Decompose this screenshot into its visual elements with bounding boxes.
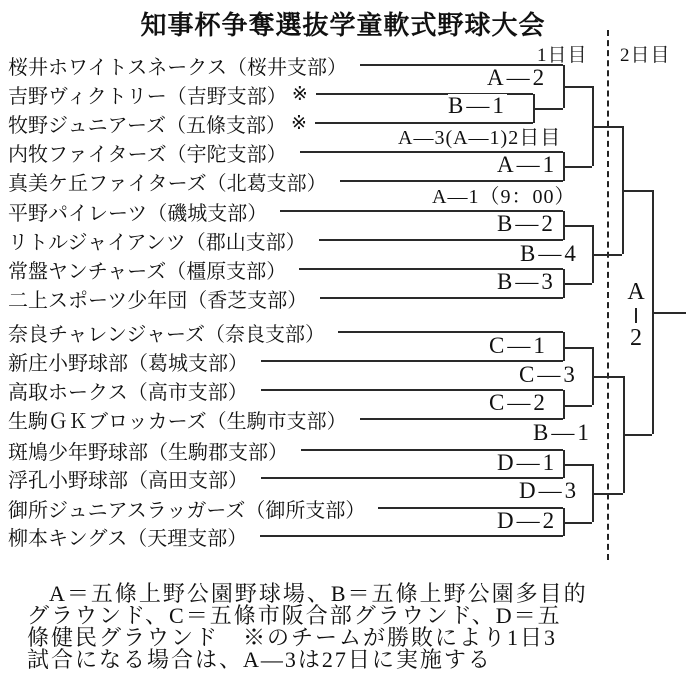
match-label-b2: B—2 (497, 211, 556, 236)
asterisk-mark: ※ (291, 112, 307, 134)
team-row (8, 349, 563, 373)
team-name: 牧野ジュニアーズ（五條支部） (8, 114, 286, 137)
team-name: 二上スポーツ少年団（香芝支部） (8, 289, 308, 312)
day1-header: 1日目 (537, 45, 588, 66)
team-row (8, 466, 563, 490)
bracket-line (260, 535, 563, 537)
team-row (8, 378, 563, 402)
match-label-b3: B—3 (497, 269, 556, 294)
team-name: 新庄小野球部（葛城支部） (8, 352, 248, 375)
page-title: 知事杯争奪選抜学童軟式野球大会 (140, 10, 546, 40)
team-name: 御所ジュニアスラッガーズ（御所支部） (8, 499, 366, 522)
team-name: 浮孔小野球部（高田支部） (8, 469, 248, 492)
match-label-b1-top: B—1 (448, 93, 507, 118)
match-label-final-a2-vertical (620, 279, 652, 352)
team-row (8, 257, 563, 281)
match-label-a3: A—3(A—1)2日目 (398, 127, 562, 149)
team-row (8, 438, 563, 462)
team-name: 桜井ホワイトスネークス（桜井支部） (8, 56, 347, 79)
final-label-letter: A (627, 279, 645, 305)
team-row (8, 320, 563, 344)
team-name: 奈良チャレンジャーズ（奈良支部） (8, 323, 325, 346)
team-row (8, 228, 563, 252)
match-label-a2: A—2 (487, 65, 548, 90)
bracket-line (340, 180, 563, 182)
bracket-line (592, 254, 622, 256)
venue-note (27, 583, 672, 671)
bracket-line (261, 477, 563, 479)
bracket-line (563, 283, 592, 285)
bracket-line (563, 464, 592, 466)
bracket-line (320, 297, 563, 299)
bracket-line (315, 122, 533, 124)
bracket-line (261, 360, 563, 362)
match-label-a1: A—1 (497, 152, 558, 177)
match-label-b1-day2: B—1 (533, 420, 592, 445)
final-label-number: 2 (630, 325, 642, 351)
bracket-line (563, 225, 592, 227)
final-label-dash (635, 308, 637, 323)
match-label-c1: C—1 (489, 333, 548, 358)
match-label-a1-day2: A—1（9：00） (432, 186, 576, 208)
match-label-d1: D—1 (497, 450, 558, 475)
bracket-line (563, 86, 592, 88)
match-label-c2: C—2 (489, 390, 548, 415)
match-label-d3: D—3 (519, 478, 580, 503)
bracket-line (592, 376, 623, 378)
bracket-line (563, 347, 592, 349)
team-row (8, 524, 563, 548)
team-row (8, 407, 563, 431)
team-name: 吉野ヴィクトリー（吉野支部） (8, 85, 287, 108)
day-separator-dashed-line (607, 30, 609, 560)
venue-note-line: グラウンド、C＝五條市阪合部グラウンド、D＝五 (27, 603, 562, 628)
champion-line (652, 312, 686, 314)
venue-note-line: A＝五條上野公園野球場、B＝五條上野公園多目的 (49, 581, 588, 606)
team-name: 高取ホークス（高市支部） (8, 381, 248, 404)
team-row (8, 53, 563, 77)
team-name: 柳本キングス（天理支部） (8, 527, 248, 550)
bracket-line (533, 108, 563, 110)
team-name: 生駒ＧＫブロッカーズ（生駒市支部） (8, 410, 347, 433)
match-label-c3: C—3 (519, 362, 578, 387)
team-row (8, 286, 563, 310)
team-name: 内牧ファイターズ（宇陀支部） (8, 143, 287, 166)
bracket-line (592, 126, 622, 128)
team-name: リトルジャイアンツ（郡山支部） (8, 231, 306, 254)
bracket-line (622, 190, 652, 192)
match-label-b4: B—4 (520, 241, 579, 266)
bracket-line (623, 434, 652, 436)
team-row (8, 496, 563, 520)
bracket-line (563, 405, 592, 407)
bracket-line (592, 493, 623, 495)
asterisk-mark: ※ (291, 83, 308, 105)
venue-note-line: 試合になる場合は、A—3は27日に実施する (27, 647, 492, 672)
team-name: 平野パイレーツ（磯城支部） (8, 202, 268, 225)
team-name: 真美ケ丘ファイターズ（北葛支部） (8, 172, 327, 195)
venue-note-line: 條健民グラウンド ※のチームが勝敗により1日3 (27, 625, 558, 650)
day2-header: 2日目 (620, 45, 671, 66)
team-name: 斑鳩少年野球部（生駒郡支部） (8, 441, 288, 464)
match-label-d2: D—2 (497, 508, 558, 533)
team-name: 常盤ヤンチャーズ（橿原支部） (8, 260, 287, 283)
bracket-line (563, 522, 592, 524)
bracket-line (563, 166, 592, 168)
